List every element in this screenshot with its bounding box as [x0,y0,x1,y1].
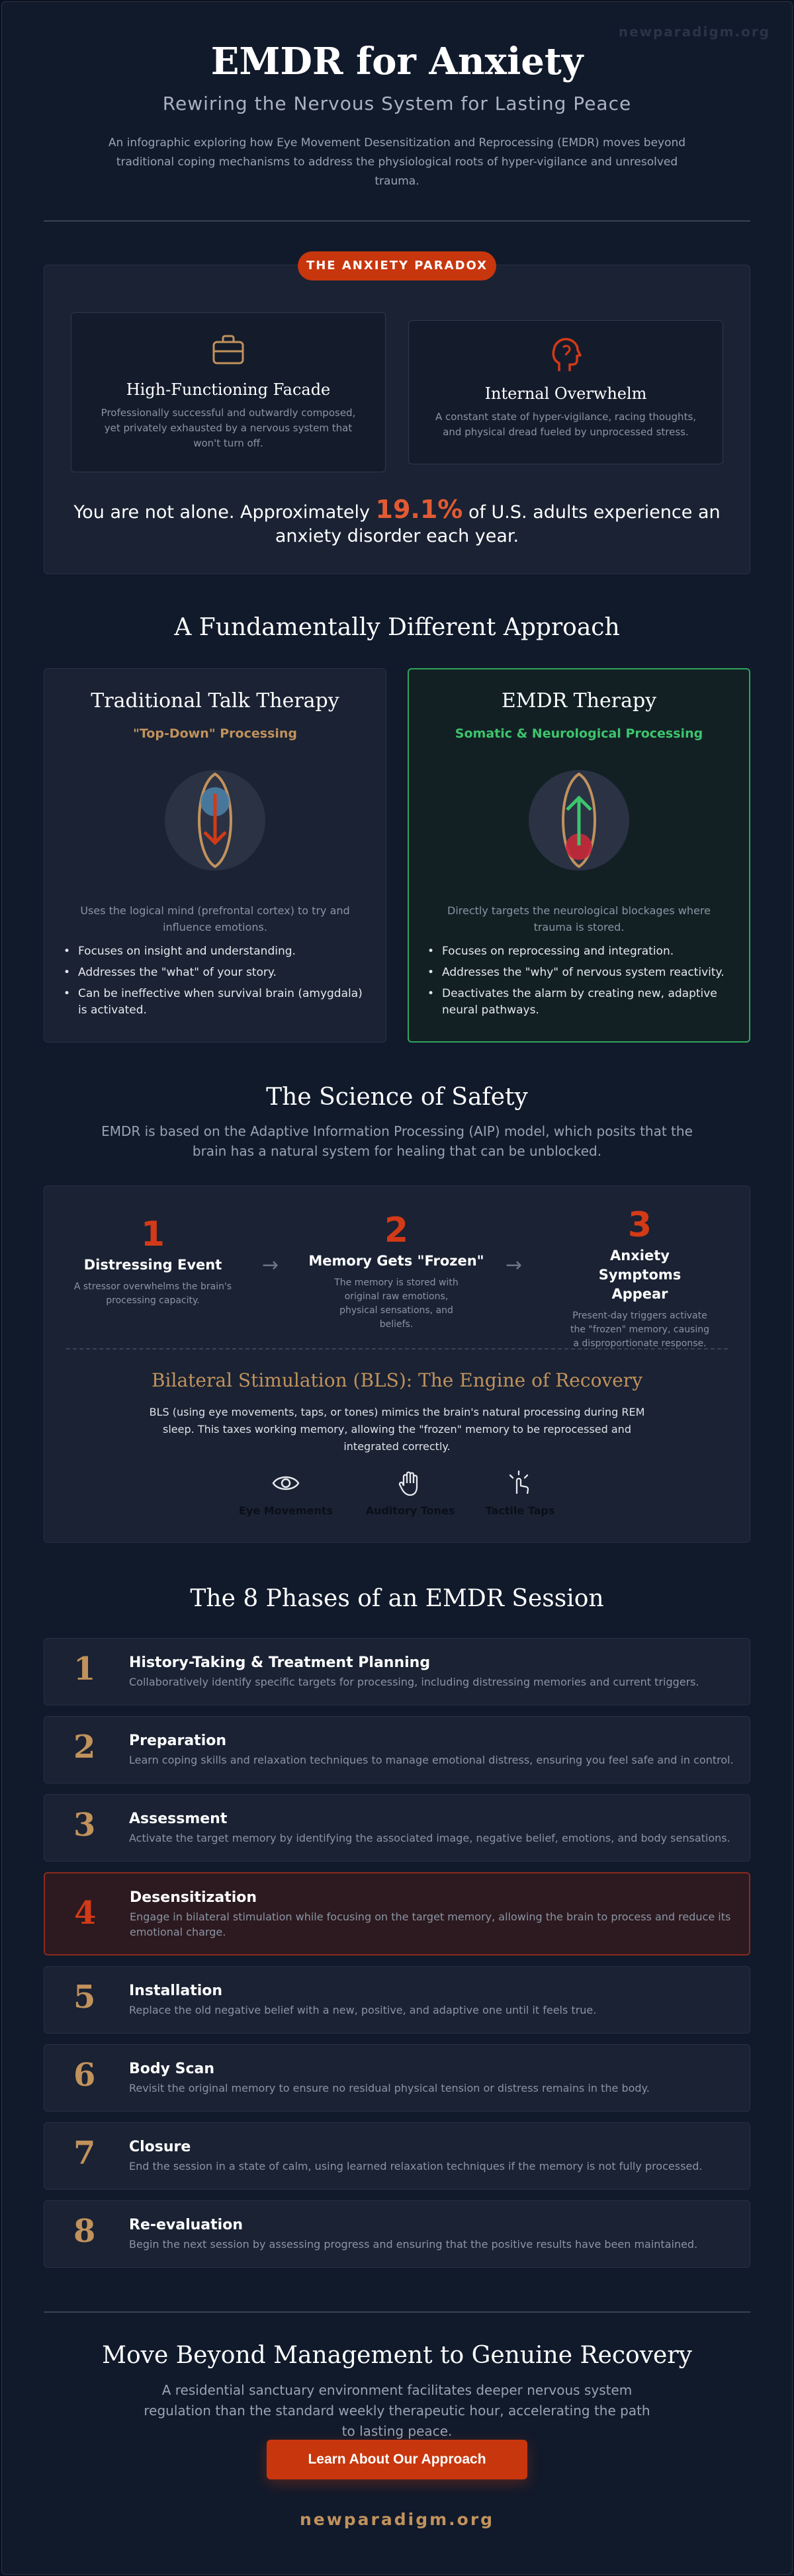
bls-label: Auditory Tones [365,1504,455,1517]
page-subtitle: Rewiring the Nervous System for Lasting Peace [162,93,632,114]
eye-icon [233,1470,339,1499]
step-desc: A stressor overwhelms the brain's processing capacity. [73,1281,232,1306]
bls-desc: BLS (using eye movements, taps, or tones) mimics the brain's natural processing during REM sleep. This taxes working memory, allowing the "frozen" memory to be reprocessed and integrated correctly. [149,1406,645,1453]
bls-tactile-taps [467,1470,573,1517]
phase-number: 6 [73,2057,96,2094]
card-title: Internal Overwhelm [484,384,647,403]
phase-card-4-highlighted [44,1872,750,1955]
science-title: The Science of Safety [266,1084,528,1111]
card-desc: Professionally successful and outwardly composed, yet privately exhausted by a nervous system that won't turn off. [101,407,356,449]
phase-title: Installation [129,1983,223,1999]
step-number: 1 [140,1215,165,1254]
phase-title: Re-evaluation [129,2217,243,2233]
watermark: newparadigm.org [618,24,770,40]
phase-desc: Collaboratively identify specific targets for processing, including distressing memories and current triggers. [129,1676,699,1688]
phase-desc: Revisit the original memory to ensure no residual physical tension or distress remains in the body. [129,2082,650,2094]
phase-title: Assessment [129,1811,228,1827]
bullet-item: • Deactivates the alarm by creating new, adaptive neural pathways. [425,986,736,1019]
phase-number: 5 [73,1979,96,2016]
phase-title: Desensitization [130,1889,257,1906]
traditional-subtitle: "Top-Down" Processing [132,726,298,741]
phases-title: The 8 Phases of an EMDR Session [190,1585,604,1612]
phase-number: 1 [73,1651,96,1688]
divider [44,2311,750,2313]
phase-desc: Activate the target memory by identifying the associated image, negative belief, emotions, and body sensations. [129,1832,730,1844]
emdr-bullets [425,943,736,1023]
step-title: Memory Gets "Frozen" [308,1253,484,1269]
brain-top-down-icon [162,767,268,876]
bullet-item: • Addresses the "what" of your story. [61,965,372,981]
phase-desc: Engage in bilateral stimulation while focusing on the target memory, allowing the brain to process and reduce its emotional charge. [130,1911,731,1938]
bullet-item: • Can be ineffective when survival brain (amygdala) is activated. [61,986,372,1019]
stat-post: of U.S. adults experience an anxiety disorder each year. [275,502,721,546]
phase-card-7 [44,2122,750,2190]
approach-title: A Fundamentally Different Approach [174,614,620,641]
traditional-title: Traditional Talk Therapy [91,689,339,712]
phase-card-3 [44,1794,750,1862]
step-number: 3 [627,1205,652,1245]
aip-step-2 [307,1211,486,1332]
bls-auditory-tones [357,1470,463,1517]
stat-pre: You are not alone. Approximately [73,502,376,523]
phase-number: 4 [74,1895,97,1932]
footer-site-link[interactable]: newparadigm.org [299,2510,495,2529]
phase-card-6 [44,2044,750,2112]
emdr-subtitle: Somatic & Neurological Processing [455,726,703,741]
step-title: Anxiety Symptoms Appear [598,1248,682,1302]
traditional-bullets [61,943,372,1023]
cta-desc: A residential sanctuary environment facilitates deeper nervous system regulation than the standard weekly therapeutic hour, accelerating the path to lasting peace. [144,2382,650,2439]
bullet-item: • Focuses on reprocessing and integration. [425,943,736,960]
intro-text: An infographic exploring how Eye Movement Desensitization and Reprocessing (EMDR) moves beyond traditional coping mechanisms to address the physiological roots of hyper-vigilance and unresolved trauma. [108,136,686,188]
bullet-item: • Addresses the "why" of nervous system reactivity. [425,965,736,981]
hand-icon [357,1470,463,1499]
head-profile-icon [409,334,723,376]
step-desc: Present-day triggers activate the "frozen" memory, causing a disproportionate response. [570,1310,710,1349]
emdr-desc: Directly targets the neurological blockages where trauma is stored. [447,904,711,933]
phase-card-1 [44,1638,750,1705]
bls-label: Tactile Taps [485,1504,555,1517]
arrow-right-icon: → [506,1254,523,1277]
aip-step-1 [64,1215,242,1308]
phase-desc: Begin the next session by assessing progress and ensuring that the positive results have been maintained. [129,2238,698,2251]
arrow-right-icon: → [262,1254,279,1277]
phase-desc: Learn coping skills and relaxation techniques to manage emotional distress, ensuring you feel safe and in control. [129,1754,734,1766]
phase-title: Preparation [129,1733,227,1749]
bls-title: Bilateral Stimulation (BLS): The Engine of Recovery [151,1369,643,1391]
phase-card-5 [44,1966,750,2034]
cta-title: Move Beyond Management to Genuine Recovery [102,2342,692,2369]
emdr-title: EMDR Therapy [501,689,657,712]
bls-label: Eye Movements [238,1504,333,1517]
card-desc: A constant state of hyper-vigilance, racing thoughts, and physical dread fueled by unprocessed stress. [435,411,697,438]
science-desc: EMDR is based on the Adaptive Information Processing (AIP) model, which posits that the brain has a natural system for healing that can be unblocked. [101,1123,693,1159]
phase-desc: Replace the old negative belief with a new, positive, and adaptive one until it feels true. [129,2004,597,2016]
phase-number: 8 [73,2213,96,2250]
paradox-card-facade [71,312,386,472]
bullet-item: • Focuses on insight and understanding. [61,943,372,960]
phase-desc: End the session in a state of calm, using learned relaxation techniques if the memory is not fully processed. [129,2160,703,2172]
tap-icon [467,1470,573,1499]
stat-value: 19.1% [375,495,463,524]
phase-title: History-Taking & Treatment Planning [129,1654,431,1671]
briefcase-icon [71,331,385,371]
paradox-card-overwhelm [408,320,723,464]
aip-step-3 [551,1205,729,1351]
bls-eye-movements [233,1470,339,1517]
page-title: EMDR for Anxiety [210,40,584,83]
phase-title: Body Scan [129,2061,215,2077]
phase-number: 2 [73,1729,96,1766]
dashed-divider [66,1348,728,1350]
brain-bottom-up-icon [526,767,632,876]
phase-card-2 [44,1716,750,1783]
divider [44,220,750,222]
phase-number: 7 [73,2135,96,2172]
phase-number: 3 [73,1807,96,1844]
traditional-desc: Uses the logical mind (prefrontal cortex) to try and influence emotions. [80,904,350,933]
step-title: Distressing Event [83,1257,222,1273]
learn-more-button[interactable]: Learn About Our Approach [267,2440,527,2479]
anxiety-statistic [44,497,750,548]
phase-title: Closure [129,2139,191,2155]
phase-card-8 [44,2200,750,2268]
card-title: High-Functioning Facade [126,380,331,399]
step-desc: The memory is stored with original raw emotions, physical sensations, and beliefs. [334,1277,459,1330]
step-number: 2 [384,1211,409,1250]
anxiety-paradox-badge: THE ANXIETY PARADOX [298,251,496,280]
